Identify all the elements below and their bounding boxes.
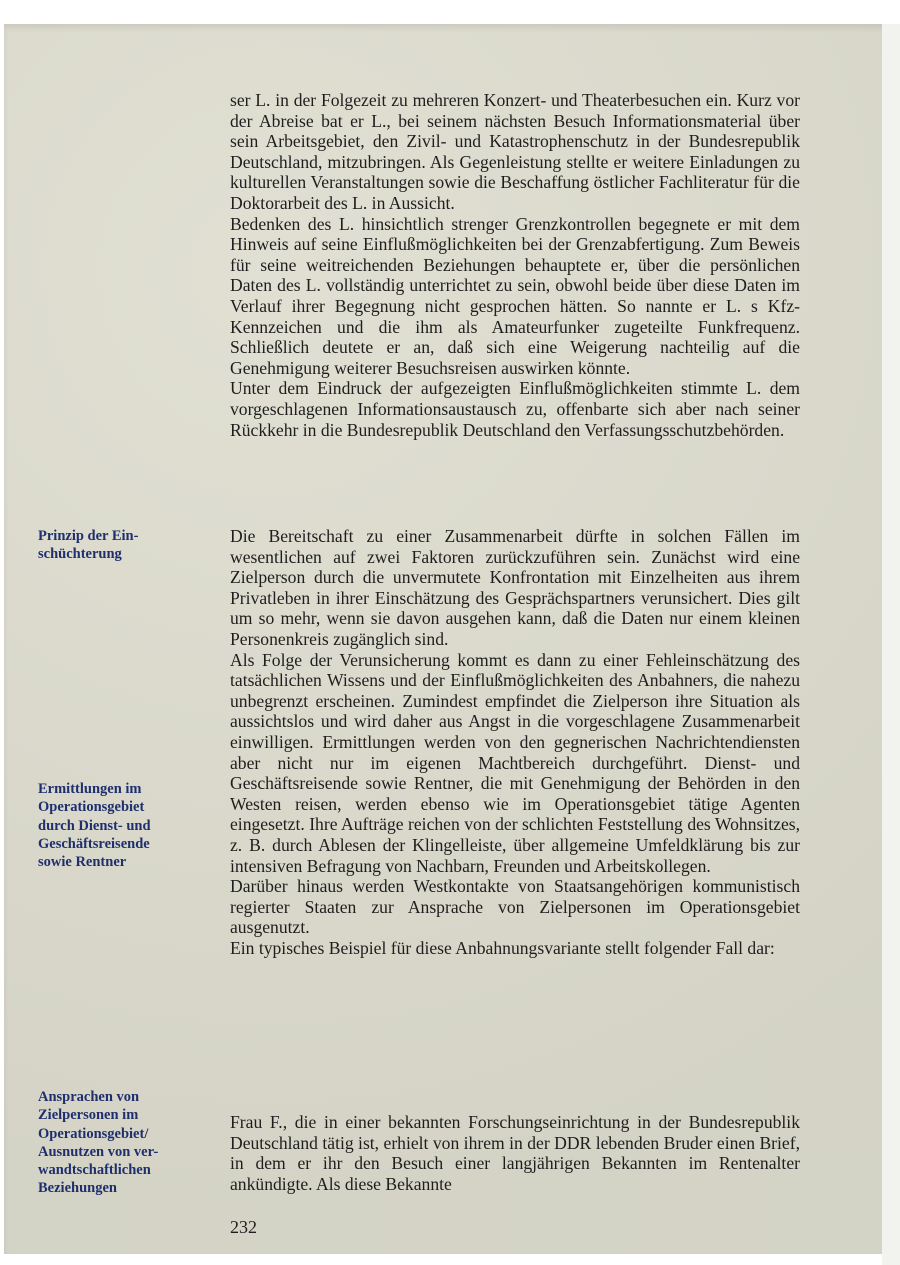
paragraph: Ein typisches Beispiel für diese Anbahnungsvariante stellt folgender Fall dar: bbox=[230, 937, 775, 958]
margin-note-line: Prinzip der Ein- bbox=[38, 528, 139, 544]
margin-note-intimidation bbox=[38, 527, 198, 564]
margin-note-investigations bbox=[38, 780, 198, 871]
margin-note-approaches bbox=[38, 1088, 198, 1198]
scan-right-margin bbox=[882, 24, 900, 1265]
margin-note-line: Operationsgebiet/ bbox=[38, 1125, 149, 1142]
margin-note-line: Zielpersonen im bbox=[38, 1107, 139, 1124]
margin-note-line: Ausnutzen von ver- bbox=[38, 1143, 159, 1160]
margin-note-line: Geschäftsreisende bbox=[38, 835, 150, 852]
text-block-3 bbox=[230, 1112, 800, 1194]
margin-note-line: schüchterung bbox=[38, 546, 122, 563]
paragraph: Frau F., die in einer bekannten Forschungseinrichtung in der Bundesrepublik Deutschland tätig ist, erhielt von ihrem in der DDR lebenden Bruder einen Brief, in dem er ihr den Besuch einer langjährigen Bekannten im Rentenalter ankündigte. Als diese Bekannte bbox=[230, 1112, 800, 1194]
margin-note-line: Operationsgebiet bbox=[38, 799, 145, 816]
scan-top-margin bbox=[0, 0, 900, 26]
margin-note-line: Ermittlungen im bbox=[38, 781, 142, 797]
paragraph: Die Bereitschaft zu einer Zusammenarbeit dürfte in solchen Fällen im wesentlichen auf zwei Faktoren zurückzuführen sein. Zunächst wird eine Zielperson durch die unvermutete Konfrontation mit Einzelheiten aus ihrem Privatleben in ihrer Einschätzung des Gesprächspartners verunsichert. Dies gilt um so mehr, wenn sie davon ausgehen kann, daß die Daten nur einem kleinen Personenkreis zugänglich sind. bbox=[230, 526, 800, 649]
margin-note-line: durch Dienst- und bbox=[38, 817, 151, 834]
margin-note-line: wandtschaftlichen bbox=[38, 1162, 151, 1179]
margin-note-line: sowie Rentner bbox=[38, 854, 127, 871]
text-block-2 bbox=[230, 526, 800, 958]
paragraph: Als Folge der Verunsicherung kommt es dann zu einer Fehleinschätzung des tatsächlichen Wissens und der Einflußmöglichkeiten des Anbahners, die nahezu unbegrenzt erscheinen. Zumindest empfindet die Zielperson ihre Situation als aussichtslos und wird daher aus Angst in die vorgeschlagene Zusammenarbeit einwilligen. Ermittlungen werden von den gegnerischen Nachrichtendiensten aber nicht nur im eigenen Machtbereich durchgeführt. Dienst- und Geschäftsreisende sowie Rentner, die mit Genehmigung der Behörden in den Westen reisen, werden ebenso wie im Operationsgebiet tätige Agenten eingesetzt. Ihre Aufträge reichen von der schlichten Feststellung des Wohnsitzes, z. B. durch Ablesen der Klingelleiste, über allgemeine Umfeldklärung bis zur intensiven Befragung von Nachbarn, Freunden und Arbeitskollegen. bbox=[230, 649, 800, 876]
paragraph: Unter dem Eindruck der aufgezeigten Einflußmöglichkeiten stimmte L. dem vorgeschlagenen Informationsaustausch zu, offenbarte sich aber nach seiner Rückkehr in die Bundesrepublik Deutschland den Verfassungsschutzbehörden. bbox=[230, 378, 800, 440]
margin-note-line: Beziehungen bbox=[38, 1180, 117, 1197]
paragraph: ser L. in der Folgezeit zu mehreren Konzert- und Theaterbesuchen ein. Kurz vor der Abreise bat er L., bei seinem nächsten Besuch Informationsmaterial über sein Arbeitsgebiet, den Zivil- und Katastrophenschutz in der Bundesrepublik Deutschland, mitzubringen. Als Gegenleistung stellte er weitere Einladungen zu kulturellen Veranstaltungen sowie die Beschaffung östlicher Fachliteratur für die Doktorarbeit des L. in Aussicht. bbox=[230, 90, 800, 213]
paragraph: Darüber hinaus werden Westkontakte von Staatsangehörigen kommunistisch regierter Staaten zur Ansprache von Zielpersonen im Operationsgebiet ausgenutzt. bbox=[230, 876, 800, 938]
margin-note-line: Ansprachen von bbox=[38, 1089, 140, 1105]
paragraph: Bedenken des L. hinsichtlich strenger Grenzkontrollen begegnete er mit dem Hinweis auf seine Einflußmöglichkeiten bei der Grenzabfertigung. Zum Beweis für seine weitreichenden Beziehungen behauptete er, über die persönlichen Daten des L. vollständig unterrichtet zu sein, obwohl beide über diese Daten im Verlauf ihrer Begegnung nicht gesprochen hätten. So nannte er L. s Kfz-Kennzeichen und die ihm als Amateurfunker zugeteilte Funkfrequenz. Schließlich deutete er an, daß sich eine Weigerung nachteilig auf die Genehmigung weiterer Besuchsreisen auswirken könnte. bbox=[230, 213, 800, 378]
page-number: 232 bbox=[230, 1217, 257, 1237]
text-block-1 bbox=[230, 90, 800, 440]
